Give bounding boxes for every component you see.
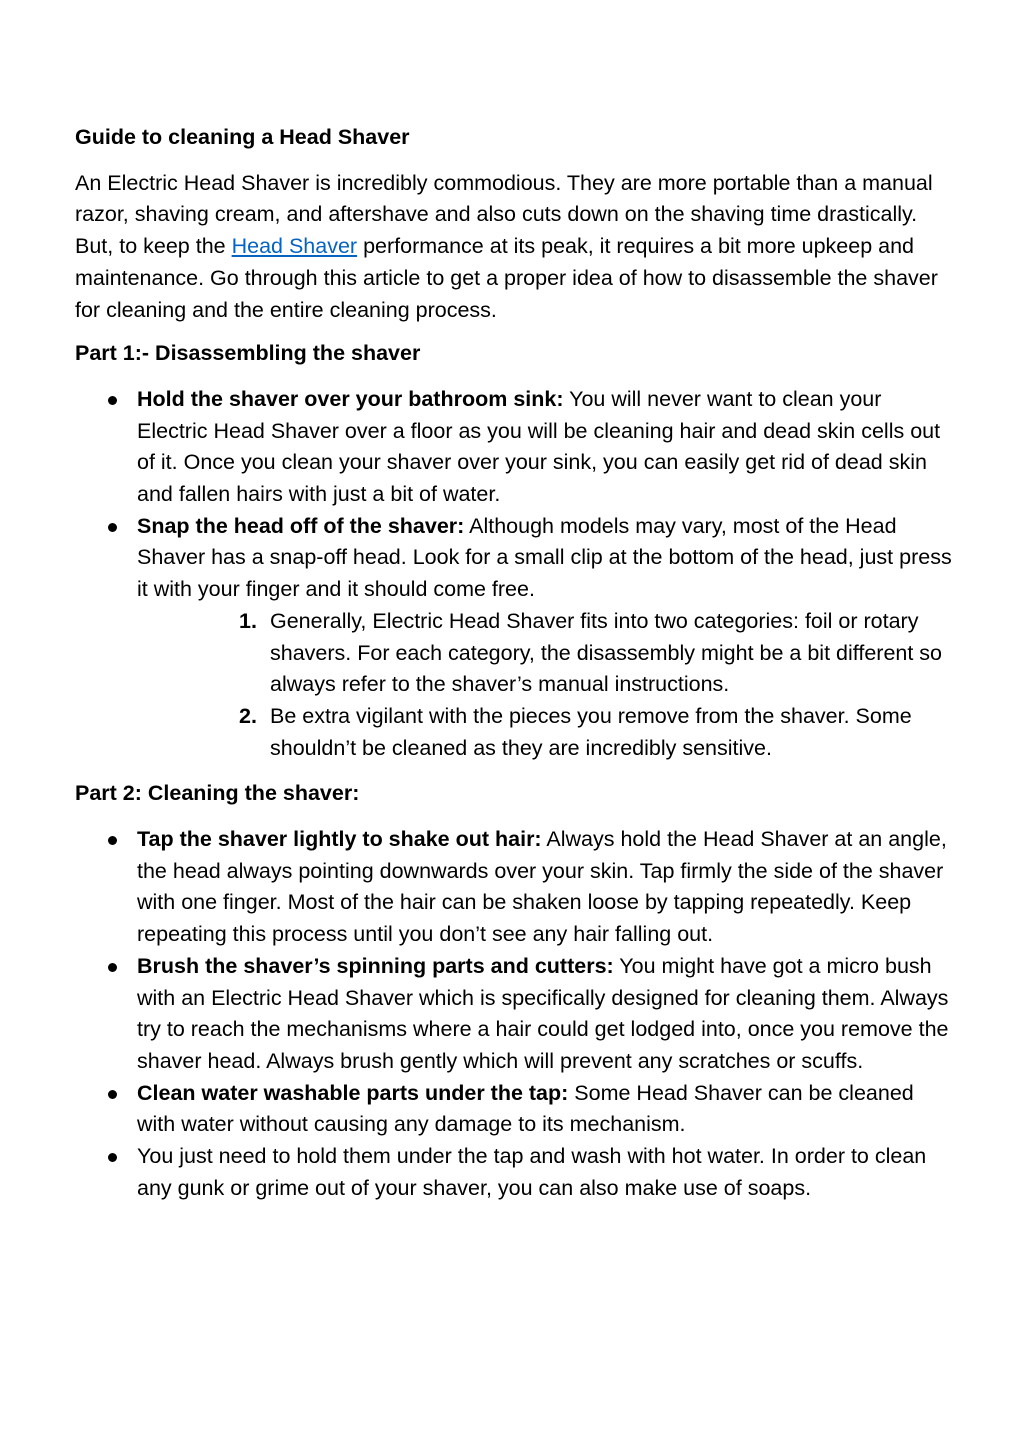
part1-bullet-list (75, 384, 955, 606)
bullet-icon (108, 1090, 117, 1099)
numbered-item (75, 701, 955, 764)
document-title: Guide to cleaning a Head Shaver (75, 125, 410, 149)
part2-bullet-list (75, 824, 955, 1204)
numbered-item (75, 606, 955, 701)
list-item-bold: Clean water washable parts under the tap: (137, 1080, 569, 1105)
list-item-text: Some Head Shaver can be cleaned with water without causing any damage to its mechanism. (137, 1080, 914, 1137)
list-item-bold: Tap the shaver lightly to shake out hair: (137, 827, 542, 852)
document-page (75, 122, 955, 1205)
part1-numbered-list (75, 606, 955, 765)
bullet-icon (108, 396, 117, 405)
bullet-icon (108, 836, 117, 845)
list-item (75, 824, 955, 951)
part1-heading: Part 1:- Disassembling the shaver (75, 341, 421, 366)
item-number: 1. (239, 608, 257, 633)
intro-paragraph (75, 168, 955, 327)
list-item-bold: Hold the shaver over your bathroom sink: (137, 386, 564, 411)
part2-heading: Part 2: Cleaning the shaver: (75, 781, 360, 806)
list-item-text: Although models may vary, most of the Head Shaver has a snap-off head. Look for a small clip at the bottom of the head, just press it with your finger and it should come free. (137, 513, 952, 602)
numbered-item-text: Generally, Electric Head Shaver fits into two categories: foil or rotary shavers. For each category, the disassembly might be a bit different so always refer to the shaver’s manual instructions. (270, 608, 943, 697)
list-item-text: You might have got a micro bush with an Electric Head Shaver which is specifically designed for cleaning them. Always try to reach the mechanisms where a hair could get lodged into, once you remove the shaver head. Always brush gently which will prevent any scratches or scuffs. (137, 953, 949, 1073)
list-item (75, 1141, 955, 1204)
list-item (75, 511, 955, 606)
bullet-icon (108, 963, 117, 972)
list-item-text: You will never want to clean your Electric Head Shaver over a floor as you will be cleaning hair and dead skin cells out of it. Once you clean your shaver over your sink, you can easily get rid of dead skin and fallen hairs with just a bit of water. (137, 386, 941, 507)
head-shaver-link[interactable]: Head Shaver (231, 234, 358, 259)
list-item-text: You just need to hold them under the tap and wash with hot water. In order to clean any gunk or grime out of your shaver, you can also make use of soaps. (137, 1144, 927, 1200)
list-item-bold: Brush the shaver’s spinning parts and cutters: (137, 953, 614, 978)
numbered-item-text: Be extra vigilant with the pieces you remove from the shaver. Some shouldn’t be cleaned as they are incredibly sensitive. (270, 703, 912, 760)
bullet-icon (108, 1153, 117, 1162)
bullet-icon (108, 523, 117, 532)
list-item-bold: Snap the head off of the shaver: (137, 513, 465, 538)
list-item (75, 1078, 955, 1141)
list-item (75, 951, 955, 1078)
list-item-text: Always hold the Head Shaver at an angle, the head always pointing downwards over your skin. Tap firmly the side of the shaver with one finger. Most of the hair can be shaken loose by tapping repeatedly. Keep repeating this process until you don’t see any hair falling out. (137, 827, 947, 947)
item-number: 2. (239, 703, 257, 728)
intro-text-after-link: performance at its peak, it requires a bit more upkeep and maintenance. Go through this article to get a proper idea of how to disassemble the shaver for cleaning and the entire cleaning process. (75, 234, 938, 322)
list-item (75, 384, 955, 511)
intro-text-before-link: An Electric Head Shaver is incredibly commodious. They are more portable than a manual razor, shaving cream, and aftershave and also cuts down on the shaving time drastically. But, to keep the (75, 170, 933, 259)
